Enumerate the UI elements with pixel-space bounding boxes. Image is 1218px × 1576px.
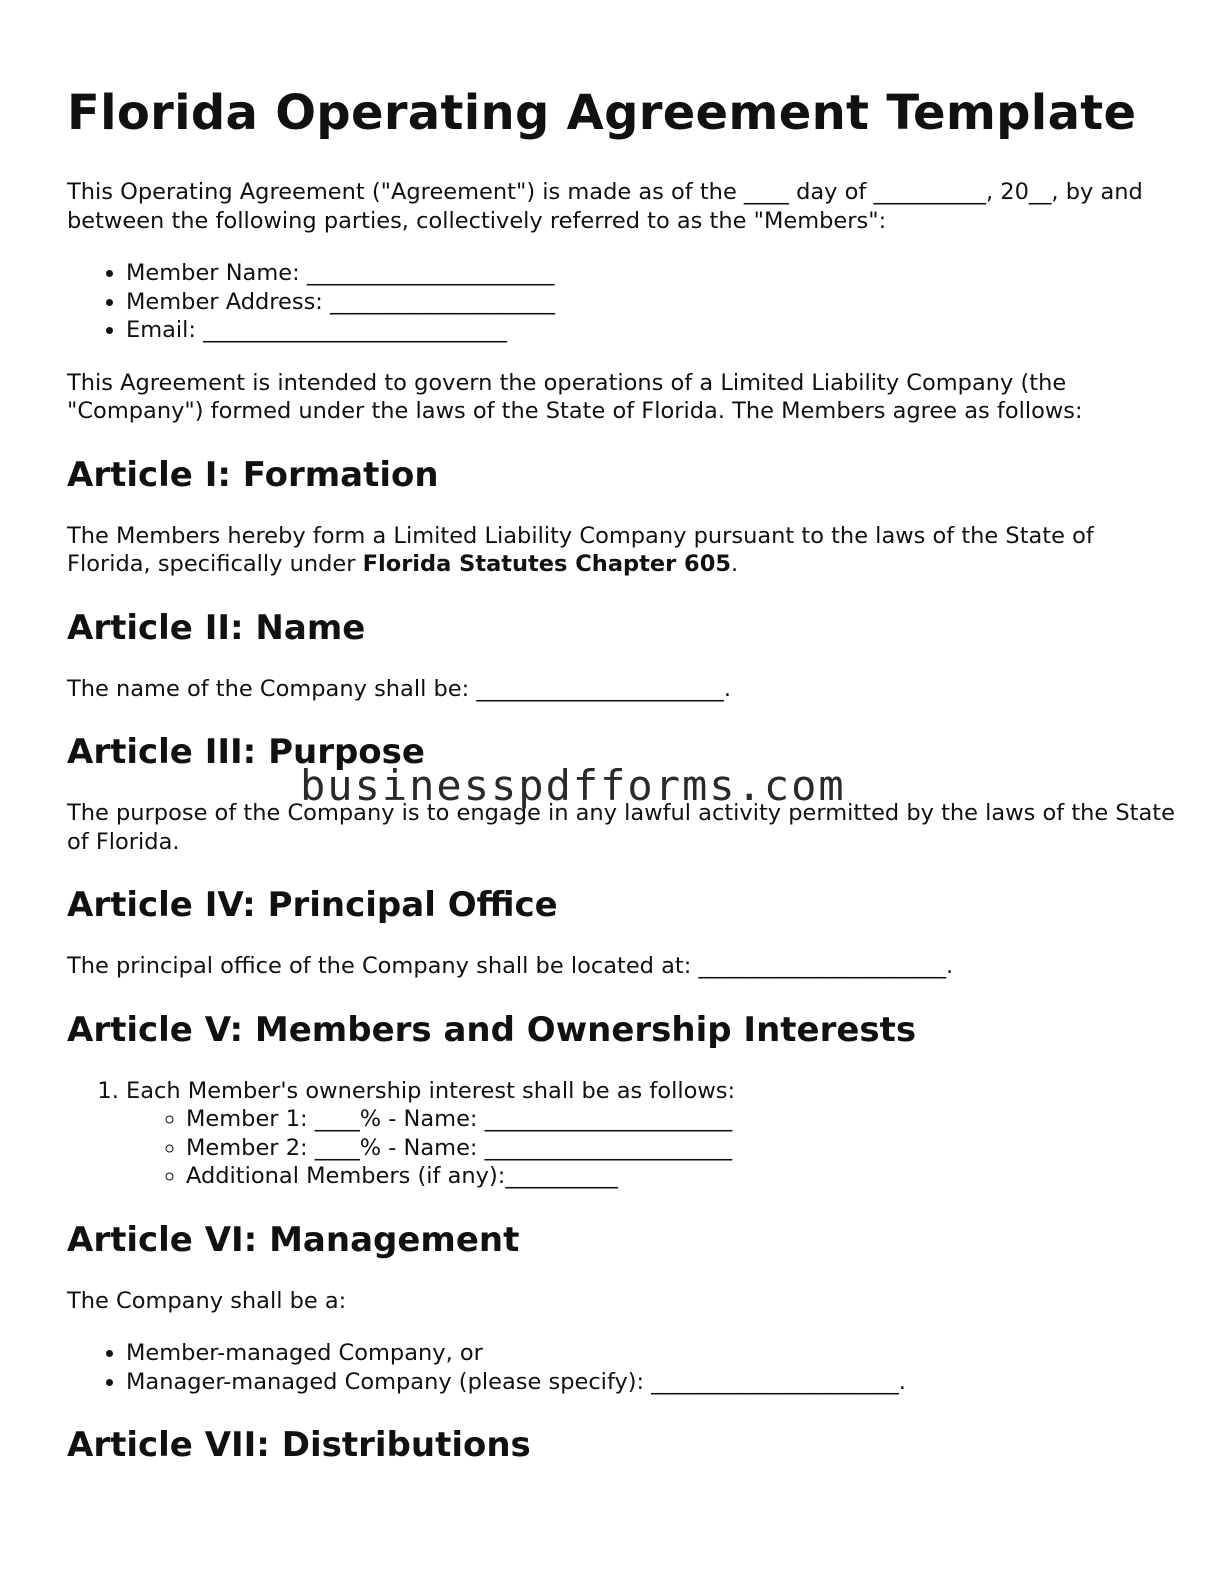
member-fields-list — [67, 259, 1177, 345]
article-1-text-after: . — [731, 551, 739, 577]
article-6-text: The Company shall be a: — [67, 1287, 347, 1314]
article-1-text-before: The Members hereby form a Limited Liability Company pursuant to the laws of the State of Florida, specifically under — [67, 522, 1094, 577]
article-3-text: The purpose of the Company is to engage in any lawful activity permitted by the laws of the State of Florida. — [67, 800, 1175, 855]
member-managed-option: • Member-managed Company, or — [126, 1339, 1177, 1368]
intro-paragraph: This Operating Agreement ("Agreement") is made as of the ____ day of __________, 20__, by and between the following parties, collectively referred to as the "Members": — [67, 179, 1143, 234]
article-6-heading: Article VI: Management — [67, 1219, 520, 1260]
ownership-item — [126, 1077, 1177, 1191]
article-1-text — [67, 522, 1177, 579]
ownership-list — [67, 1077, 1177, 1191]
additional-members: ◦ Additional Members (if any):__________ — [186, 1162, 1177, 1191]
article-4-text: The principal office of the Company shall be located at: ______________________. — [67, 953, 954, 979]
manager-managed-option: • Manager-managed Company (please specify): ______________________. — [126, 1368, 1177, 1397]
management-options — [67, 1339, 1177, 1396]
watermark: businesspdfforms.com — [300, 761, 846, 810]
article-5-heading: Article V: Members and Ownership Interests — [67, 1009, 917, 1050]
ownership-item-text: Each Member's ownership interest shall be as follows: — [126, 1077, 736, 1104]
document-title: Florida Operating Agreement Template — [67, 85, 1137, 141]
member-name-field: • Member Name: ______________________ — [126, 259, 1177, 288]
member-address-field: • Member Address: ____________________ — [126, 288, 1177, 317]
article-2-text: The name of the Company shall be: ______________________. — [67, 675, 732, 702]
article-7-heading: Article VII: Distributions — [67, 1425, 531, 1465]
article-1-statute: Florida Statutes Chapter 605 — [362, 551, 732, 577]
member-1-ownership: ◦ Member 1: ____% - Name: ______________________ — [186, 1105, 1177, 1134]
member-email-field: • Email: ___________________________ — [126, 316, 1177, 345]
article-2-heading: Article II: Name — [67, 607, 366, 648]
article-3-heading: Article III: Purpose — [67, 732, 425, 772]
ownership-sublist — [126, 1105, 1177, 1191]
member-2-ownership: ◦ Member 2: ____% - Name: ______________________ — [186, 1134, 1177, 1163]
article-4-heading: Article IV: Principal Office — [67, 885, 558, 925]
governance-paragraph: This Agreement is intended to govern the operations of a Limited Liability Company (the "Company") formed under the laws of the State of Florida. The Members agree as follows: — [67, 369, 1083, 424]
article-1-heading: Article I: Formation — [67, 454, 439, 495]
